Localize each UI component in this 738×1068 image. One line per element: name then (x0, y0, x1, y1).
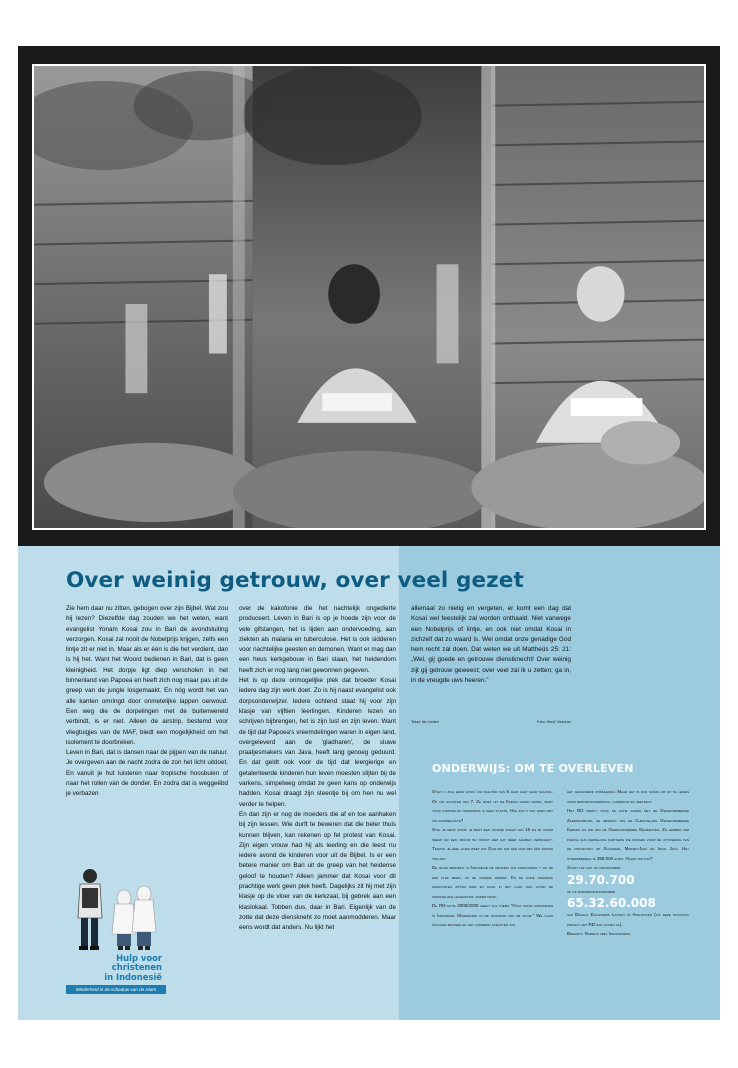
paragraph: Zie hem daar nu zitten, gebogen over zijn Bijbel. Wat zou hij lezen? Diezelfde dag zouden we het weten, want evangelist Yonam Kosai zou in Bari de avondsluiting verzorgen. Kosai zal nooit de Nobelprijs krijgen, zelfs een lintje zit er niet in. Maar als er één is die het verdient, dan is hij het. Want het Woord bedienen in Bari, dat is geen kleinigheid. Het dorpje ligt diep verscholen in het binnenland van Papoea en heeft zich nog maar pas uit de greep van de jungle losgemaakt. En nóg wordt het van alle kanten omringd door onmetelijke lappen oerwoud. Een weg die de dorpelingen met de buitenwereld verbindt, is er niet. Alleen de airstrip, bestemd voor vliegtuigjes van de MAF, biedt een mogelijkheid om het isolement te doorbreken. (66, 605, 228, 746)
paragraph: van Draagt Elkanders Lasten te Apeldoorn (via deze stichting wikkelt het RD zijn acties af). (567, 912, 689, 927)
article-column-1 (66, 604, 228, 800)
paragraph: Stort uw gift op gironummer (567, 865, 621, 870)
paragraph: allemaal zo nietig en vergeten, er komt een dag dat Kosai wel feestelijk zal worden onthaald. Niet vanwege een Nobelprijs of lintje, en ook niet omdat Kosai in zichzelf dat zo waard is. Wel omdat onze genadige God hem recht zal doen. Dat weten we uit Mattheüs 25: 21: „Wel, gij goede en getrouwe dienstknecht! Over weinig zijt gij getrouw geweest; over veel zal ik u zetten; ga in, in de vreugde uws heeren.” (411, 605, 571, 685)
bank-number: 65.32.60.008 (567, 896, 656, 910)
paragraph: Het is op deze onmogelijke plek dat broeder Kosai iedere dag zijn werk doet. Zo is hij naast evangelist ook dorpsonderwijzer. Iedere ochtend staat hij voor zijn klasje van vijftien leerlingen. Kinderen lezen en schrijven bijbrengen, het is zijn lust en zijn leven. Want de tijd dat Papoea's vreemdelingen waren in eigen land, overgeleverd aan de 'gladharen', de sluwe praatjesmakers van Java, heeft lang genoeg geduurd. En dat geldt ook voor de tijd dat leergierige en getalenteerde kinderen hun leven moesten slijten bij de varkens, simpelweg omdat ze geen kans op onderwijs hadden. Kosai draagt zijn steentje bij om hen nu wel verder te helpen. (239, 677, 396, 808)
logo-strip: Minderheid in de schaduw van de islam (66, 985, 166, 994)
sidebar-column-2 (567, 787, 689, 939)
children-figures-icon (66, 862, 166, 954)
bank-label: of op bankrekeningnummer (567, 888, 616, 894)
logo-line-3: in Indonesië (104, 971, 162, 982)
giro-number: 29.70.700 (567, 872, 635, 887)
paragraph: over de kakofonie die het nachtelijk ongedierte produceert. Leven in Bari is op je hoede zijn voor de vele gifslangen, het is lijden aan ondervoeding, aan ziekten als malaria en tuberculose. Het is ook sidderen voor nachtelijke geesten en demonen. Want er mag dan een heus kerkgebouw in Bari staan, het heidendom heeft zich er nog lang niet gewonnen gegeven. (239, 605, 396, 674)
photo-collage (32, 64, 706, 530)
headline: Over weinig getrouw, over veel gezet (66, 568, 524, 593)
photo-collage-icon (34, 66, 704, 528)
sidebar-column-1 (432, 787, 553, 930)
paragraph: Leven in Bari, dat is dansen naar de pijpen van de natuur. Je overgeven aan de nacht zodra de zon het licht uitdoet. En vanuit je hut luisteren naar tropische hoosbuien of naar het rollen van de donder. En zodra dat is weggeëbd je verbazen (66, 749, 228, 798)
logo-text (104, 954, 162, 982)
paragraph: De RD-actie 2005/2006 heeft als thema “Hulp voor christenen in Indonesië. Minderheid in de schaduw van de islam.” We gaan scholen bouwen en het vormend karakter van (432, 903, 553, 927)
credits (411, 720, 571, 724)
credit-text: Tekst: Ab Lenten (411, 720, 440, 724)
photo-band (18, 46, 720, 546)
paragraph: Bedankt. Namens veel Indonesiërs. (567, 931, 632, 936)
paragraph: Het RD werkt voor de actie samen met de Gereformeerde Zendingsbond, de zending van de Christelijke Gereformeerde Kerken en die van de Gereformeerde Gemeenten. Zij hebben ter plekke hun kerkelijke partners die zorgen voor de uitvoering van de projecten op Sulawesi, Midden-Java en Irian Jaya. Het streefbedrag is 358.000 euro. Halen wij dat? (567, 808, 689, 861)
paragraph: het jeugdwerk stimuleren. Maar het is ook nodig om op te leiden voor beroepsonderwijs, landbouw en veeteelt. (567, 789, 689, 804)
article-column-3 (411, 604, 571, 686)
sidebar-title: ONDERWIJS: OM TE OVERLEVEN (432, 762, 634, 775)
campaign-logo (66, 862, 166, 994)
paragraph: En dan zijn er nog de moeders die af en toe aanhaken bij zijn lessen. Wie durft te beweren dat die beter thuis kunnen blijven, kan rekenen op fel protest van Kosai. Zijn eigen vrouw had hij als leerling en die leest nu iedere avond de kinderen voor uit de Bijbel. Is er een betere manier om Bari uit de greep van het heidense geloof te houden? Alleen jammer dat Kosai voor dit prachtige werk geen plek heeft. Dagelijks zit hij met zijn klasje op de vloer van de kerkzaal, bij gebrek aan een klaslokaal. Tobben dus, daar in Bari. Eigenlijk van de zotte dat deze dienskneht zo moet aanmodderen. Maar eens wordt dat anders. Nu lijkt het (239, 810, 396, 932)
paragraph: De islam bedreigt in Indonesië de vrijheid van christenen – op de ene plek meer, op de andere minder. En de oude heidense gewoonten zitten hier en daar in het land nog altijd de christelijke levensstijl onder druk. (432, 865, 553, 899)
logo-line-1: Hulp voor (116, 953, 162, 963)
paragraph: Stel je eens voor: je bent een stoere knaap van 15 en je vader neemt er een vrouw bij omdat hem dat meer aanzien verschaft. Terwijl je heel goed weet dat God wil dat een man met één vrouw trouwt. (432, 827, 553, 861)
paragraph: Stelt u zich eens voor: uw kleuter van 5 jaar gaat naar school. Of uw dochter van 7. Ze moet uit de Koran leren lezen, want voor christelijk onderwijs is geen plaats. Hoe zou u dat doen met uw doopbelofte? (432, 789, 553, 823)
logo-line-2: christenen (111, 962, 162, 973)
credit-photo: Foto: Henk Visscher (536, 720, 571, 724)
article-column-2 (239, 604, 396, 934)
